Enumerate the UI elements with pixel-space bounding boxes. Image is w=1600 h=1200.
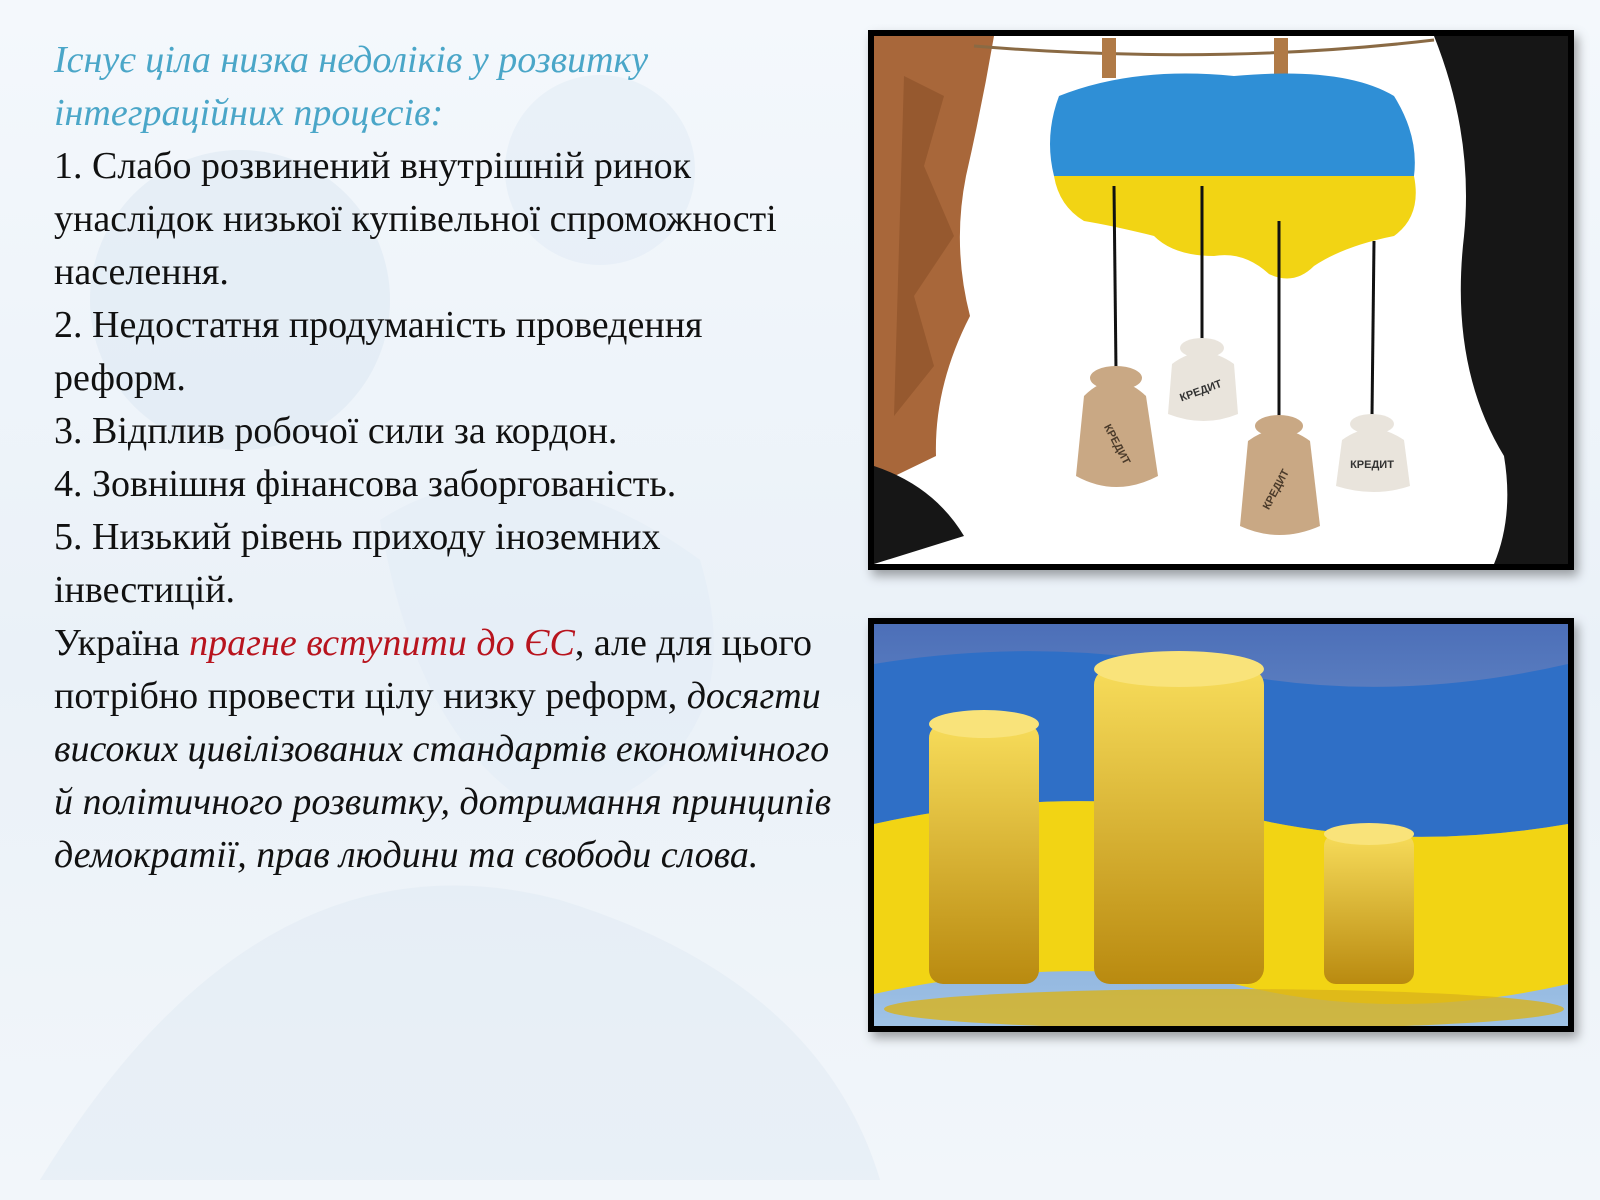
- closing-paragraph: [40, 617, 840, 882]
- list-item-4: 4. Зовнішня фінансова заборгованість.: [54, 463, 677, 505]
- list-item-1: 1. Слабо розвинений внутрішній ринок унаслідок низької купівельної спроможності населення.: [54, 145, 777, 293]
- credit-bags-image: [868, 30, 1574, 570]
- coin-stack-right: [1324, 823, 1414, 984]
- coin-stack-left: [929, 710, 1039, 984]
- main-text: [40, 34, 840, 882]
- list-item-3: 3. Відплив робочої сили за кордон.: [54, 410, 618, 452]
- closing-italic: досягти високих цивілізованих стандартів економічного й політичного розвитку, дотримання принципів демократії, прав людини та свободи слова.: [54, 675, 832, 876]
- bag-label-2: КРЕДИТ: [1178, 378, 1224, 405]
- bag-label-1: КРЕДИТ: [1101, 422, 1133, 467]
- bag-label-3: КРЕДИТ: [1260, 467, 1292, 512]
- intro-text: Існує ціла низка недоліків у розвитку інтеграційних процесів:: [54, 39, 649, 134]
- eu-highlight: прагне вступити до ЄС: [189, 622, 575, 664]
- closing-part-2: , але для цього потрібно провести цілу низку реформ,: [54, 622, 812, 717]
- list-item-2: 2. Недостатня продуманість проведення реформ.: [54, 304, 703, 399]
- list-item-5: 5. Низький рівень приходу іноземних інвестицій.: [54, 516, 661, 611]
- coin-stack-middle: [1094, 651, 1264, 984]
- coins-flag-image: [868, 618, 1574, 1032]
- bag-label-4: КРЕДИТ: [1350, 459, 1394, 471]
- closing-part-1: Україна: [54, 622, 190, 664]
